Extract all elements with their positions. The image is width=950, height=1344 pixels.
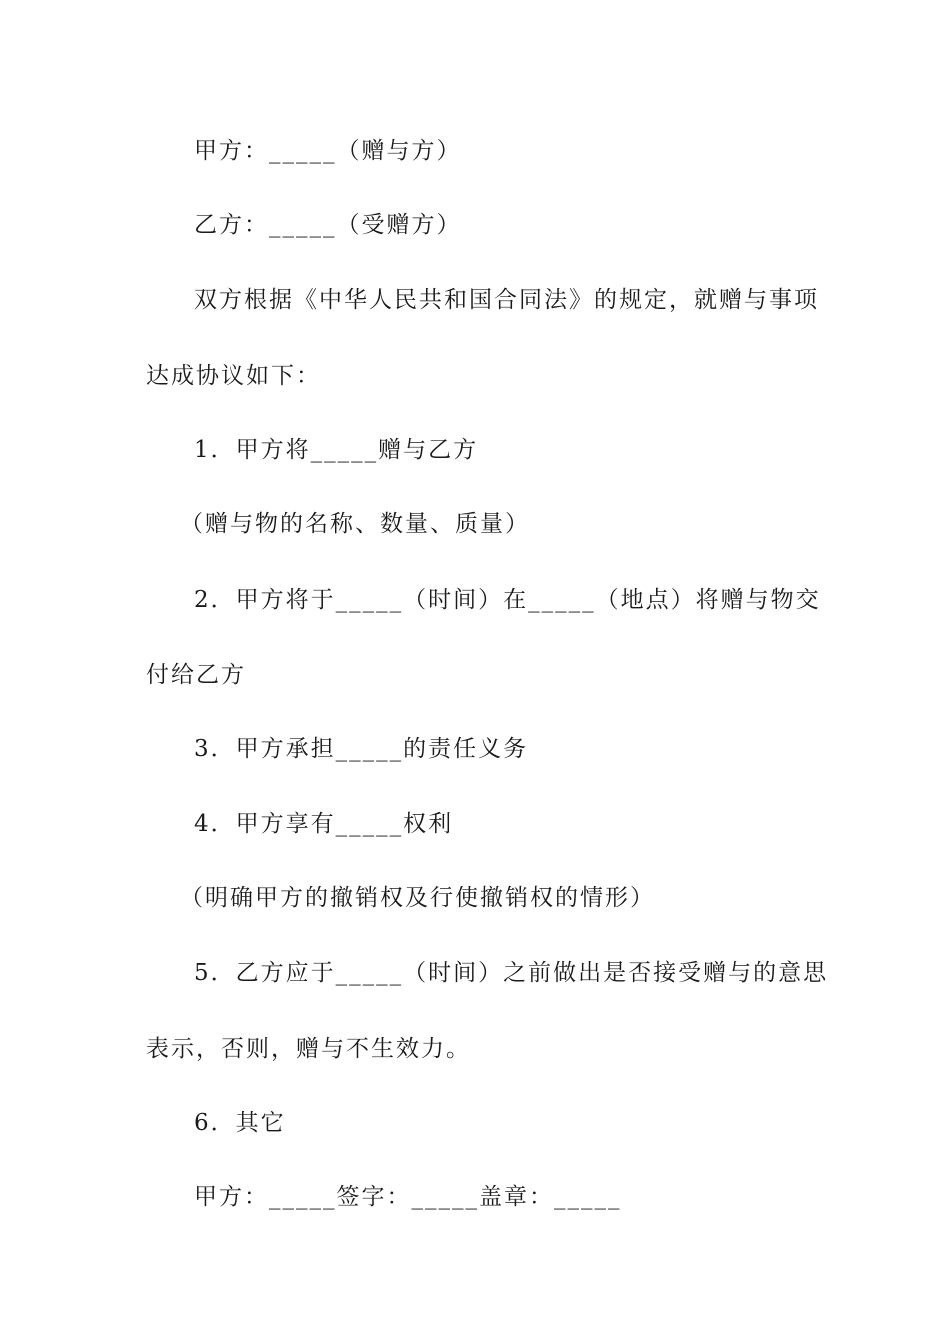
intro-paragraph-line-2: 达成协议如下： (146, 363, 321, 389)
intro-paragraph-line-1: 双方根据《中华人民共和国合同法》的规定，就赠与事项 (194, 287, 819, 313)
clause-1-note: （赠与物的名称、数量、质量） (180, 511, 530, 537)
clause-5-line-2: 表示，否则，赠与不生效力。 (146, 1036, 471, 1062)
party-a-line: 甲方：_____（赠与方） (194, 138, 462, 164)
clause-6: 6．其它 (194, 1110, 286, 1136)
clause-2-line-1: 2．甲方将于_____（时间）在_____（地点）将赠与物交 (194, 587, 821, 613)
clause-1: 1．甲方将_____赠与乙方 (194, 437, 479, 463)
clause-4: 4．甲方享有_____权利 (194, 811, 454, 837)
clause-3: 3．甲方承担_____的责任义务 (194, 736, 529, 762)
clause-4-note: （明确甲方的撤销权及行使撤销权的情形） (180, 885, 655, 911)
clause-5-line-1: 5．乙方应于_____（时间）之前做出是否接受赠与的意思 (194, 960, 829, 986)
clause-2-line-2: 付给乙方 (146, 662, 246, 688)
party-b-line: 乙方：_____（受赠方） (194, 212, 462, 238)
signature-line: 甲方：_____签字：_____盖章：_____ (194, 1184, 622, 1210)
